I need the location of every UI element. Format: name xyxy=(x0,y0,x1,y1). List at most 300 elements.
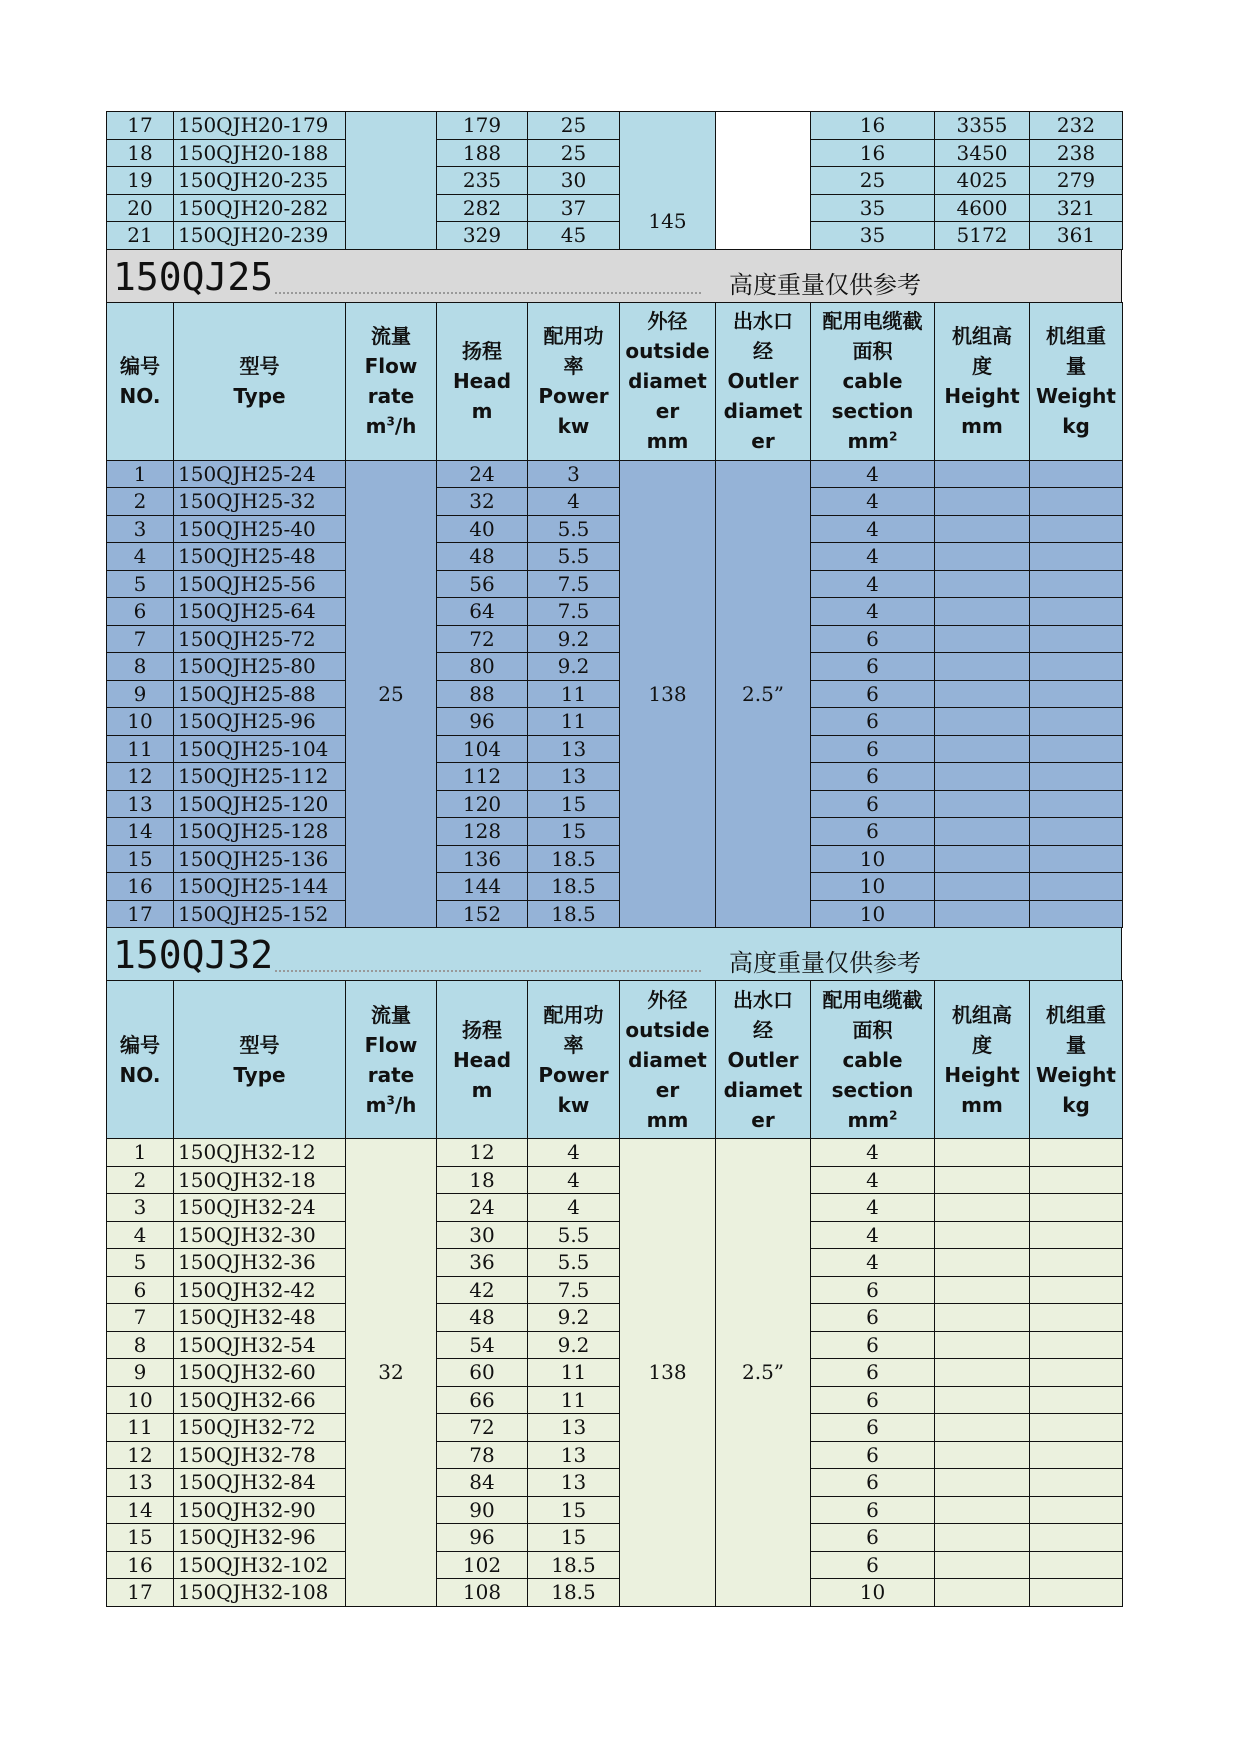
cell-weight xyxy=(1030,570,1123,598)
cell-weight xyxy=(1030,625,1123,653)
header-line: 面积 xyxy=(852,1017,893,1042)
cell-height xyxy=(935,1469,1030,1497)
header-power xyxy=(528,981,620,1139)
table-row xyxy=(107,1414,1123,1442)
cell-cable: 4 xyxy=(811,1194,935,1222)
header-line: Weight xyxy=(1036,1062,1116,1087)
header-outlet-diameter xyxy=(716,302,811,460)
header-outside-diameter xyxy=(620,981,716,1139)
header-line: kw xyxy=(557,1092,590,1117)
header-line: diamet xyxy=(628,1047,707,1072)
header-line: 出水口 xyxy=(733,987,793,1012)
cell-height xyxy=(935,488,1030,516)
cell-weight xyxy=(1030,873,1123,901)
header-line: 型号 xyxy=(239,354,280,378)
cell-cable: 35 xyxy=(811,222,935,250)
cell-type: 150QJH25-88 xyxy=(174,680,346,708)
dotted-leader xyxy=(275,292,701,294)
cell-outlet-diameter: 2.5” xyxy=(716,460,811,928)
cell-height: 4025 xyxy=(935,167,1030,195)
unit-superscript: 3 xyxy=(386,1092,395,1107)
cell-power: 15 xyxy=(528,790,620,818)
cell-cable: 4 xyxy=(811,460,935,488)
cell-cable: 10 xyxy=(811,845,935,873)
cell-type: 150QJH32-36 xyxy=(174,1249,346,1277)
cell-weight xyxy=(1030,1386,1123,1414)
header-line: section xyxy=(831,399,914,423)
cell-no: 17 xyxy=(107,1579,174,1607)
cell-head: 329 xyxy=(437,222,528,250)
cell-no: 12 xyxy=(107,763,174,791)
cell-no: 18 xyxy=(107,139,174,167)
cell-height xyxy=(935,735,1030,763)
cell-height xyxy=(935,1524,1030,1552)
cell-cable: 6 xyxy=(811,1551,935,1579)
cell-head: 120 xyxy=(437,790,528,818)
cell-type: 150QJH20-188 xyxy=(174,139,346,167)
header-line: m xyxy=(471,1077,493,1102)
cell-cable: 6 xyxy=(811,1414,935,1442)
cell-cable: 6 xyxy=(811,1331,935,1359)
cell-weight xyxy=(1030,790,1123,818)
cell-no: 1 xyxy=(107,460,174,488)
table-row xyxy=(107,900,1123,928)
cell-head: 78 xyxy=(437,1441,528,1469)
cell-type: 150QJH25-40 xyxy=(174,515,346,543)
header-line: 度 xyxy=(972,354,992,378)
cell-height xyxy=(935,1386,1030,1414)
cell-no: 2 xyxy=(107,488,174,516)
table-150qj20-tail xyxy=(106,111,1123,250)
cell-no: 20 xyxy=(107,194,174,222)
table-row xyxy=(107,1221,1123,1249)
cell-cable: 4 xyxy=(811,1139,935,1167)
header-line: Head xyxy=(452,369,512,393)
cell-head: 104 xyxy=(437,735,528,763)
cell-type: 150QJH32-84 xyxy=(174,1469,346,1497)
cell-no: 12 xyxy=(107,1441,174,1469)
cell-power: 15 xyxy=(528,1496,620,1524)
header-line: 配用电缆截 xyxy=(822,309,923,333)
header-line: 面积 xyxy=(852,339,893,363)
header-line: 扬程 xyxy=(462,1017,502,1042)
header-line: Power xyxy=(538,384,609,408)
unit-superscript: 2 xyxy=(889,1107,898,1122)
cell-type: 150QJH25-48 xyxy=(174,543,346,571)
cell-power: 3 xyxy=(528,460,620,488)
cell-power: 5.5 xyxy=(528,1221,620,1249)
cell-head: 60 xyxy=(437,1359,528,1387)
cell-head: 48 xyxy=(437,1304,528,1332)
table-row xyxy=(107,1524,1123,1552)
cell-cable: 4 xyxy=(811,543,935,571)
cell-cable: 6 xyxy=(811,680,935,708)
header-height xyxy=(935,302,1030,460)
cell-power: 13 xyxy=(528,735,620,763)
cell-type: 150QJH25-152 xyxy=(174,900,346,928)
series-title-bar xyxy=(106,250,1122,302)
cell-weight xyxy=(1030,708,1123,736)
unit-text: m xyxy=(365,414,387,438)
header-line: 机组重 xyxy=(1046,324,1106,348)
cell-head: 24 xyxy=(437,1194,528,1222)
header-line: Flow xyxy=(364,1032,418,1057)
cell-weight xyxy=(1030,1304,1123,1332)
cell-head: 102 xyxy=(437,1551,528,1579)
cell-cable: 6 xyxy=(811,625,935,653)
cell-no: 16 xyxy=(107,1551,174,1579)
cell-power: 30 xyxy=(528,167,620,195)
header-line: 配用功 xyxy=(543,1002,604,1027)
header-no xyxy=(107,981,174,1139)
cell-no: 19 xyxy=(107,167,174,195)
header-line: 机组高 xyxy=(952,1002,1012,1027)
header-line: er xyxy=(751,429,775,453)
table-row xyxy=(107,735,1123,763)
cell-height xyxy=(935,763,1030,791)
cell-no: 8 xyxy=(107,653,174,681)
cell-power: 11 xyxy=(528,680,620,708)
header-line: 外径 xyxy=(647,987,688,1012)
cell-power: 18.5 xyxy=(528,845,620,873)
header-line: 率 xyxy=(563,354,584,378)
cell-flow xyxy=(346,112,437,250)
cell-weight xyxy=(1030,460,1123,488)
table-row xyxy=(107,1194,1123,1222)
cell-head: 188 xyxy=(437,139,528,167)
cell-power: 9.2 xyxy=(528,1331,620,1359)
table-row xyxy=(107,1386,1123,1414)
header-line: Type xyxy=(233,384,286,408)
cell-type: 150QJH25-96 xyxy=(174,708,346,736)
cell-height xyxy=(935,1331,1030,1359)
cell-power: 37 xyxy=(528,194,620,222)
cell-type: 150QJH32-24 xyxy=(174,1194,346,1222)
cell-no: 7 xyxy=(107,625,174,653)
cell-no: 6 xyxy=(107,598,174,626)
cell-cable: 4 xyxy=(811,1249,935,1277)
cell-type: 150QJH20-179 xyxy=(174,112,346,140)
cell-power: 7.5 xyxy=(528,570,620,598)
cell-weight xyxy=(1030,1524,1123,1552)
header-line: m xyxy=(471,399,493,423)
header-line: 流量 xyxy=(371,324,411,348)
cell-no: 16 xyxy=(107,873,174,901)
table-row xyxy=(107,1551,1123,1579)
header-line: Type xyxy=(233,1062,286,1087)
unit-superscript: 2 xyxy=(889,429,898,444)
header-line: er xyxy=(655,399,680,423)
header-line: 机组重 xyxy=(1046,1002,1106,1027)
table-header xyxy=(107,981,1123,1139)
header-cable-section xyxy=(811,981,935,1139)
cell-cable: 4 xyxy=(811,515,935,543)
cell-cable: 6 xyxy=(811,1304,935,1332)
cell-no: 1 xyxy=(107,1139,174,1167)
cell-head: 18 xyxy=(437,1166,528,1194)
cell-height: 4600 xyxy=(935,194,1030,222)
header-height xyxy=(935,981,1030,1139)
cell-height xyxy=(935,1249,1030,1277)
cell-weight: 279 xyxy=(1030,167,1123,195)
header-line: Flow xyxy=(364,354,418,378)
table-row xyxy=(107,763,1123,791)
cell-height xyxy=(935,653,1030,681)
header-line: cable xyxy=(842,1047,903,1072)
header-line: 流量 xyxy=(371,1002,411,1027)
cell-power: 25 xyxy=(528,139,620,167)
header-line xyxy=(346,411,436,441)
series-title-bar xyxy=(106,928,1122,980)
cell-power: 4 xyxy=(528,1166,620,1194)
cell-cable: 6 xyxy=(811,1386,935,1414)
table-row xyxy=(107,1469,1123,1497)
cell-head: 96 xyxy=(437,1524,528,1552)
cell-power: 18.5 xyxy=(528,900,620,928)
cell-head: 128 xyxy=(437,818,528,846)
cell-height xyxy=(935,845,1030,873)
cell-head: 88 xyxy=(437,680,528,708)
header-power xyxy=(528,302,620,460)
cell-height xyxy=(935,570,1030,598)
cell-weight xyxy=(1030,515,1123,543)
cell-type: 150QJH32-102 xyxy=(174,1551,346,1579)
header-head xyxy=(437,302,528,460)
cell-height xyxy=(935,625,1030,653)
cell-type: 150QJH25-120 xyxy=(174,790,346,818)
cell-height: 3355 xyxy=(935,112,1030,140)
table-row xyxy=(107,139,1123,167)
cell-type: 150QJH32-78 xyxy=(174,1441,346,1469)
cell-weight xyxy=(1030,845,1123,873)
cell-weight xyxy=(1030,1414,1123,1442)
header-line: mm xyxy=(961,414,1003,438)
cell-flow: 32 xyxy=(346,1139,437,1607)
table-row xyxy=(107,488,1123,516)
cell-weight: 321 xyxy=(1030,194,1123,222)
cell-height xyxy=(935,708,1030,736)
cell-no: 14 xyxy=(107,1496,174,1524)
table-row xyxy=(107,1166,1123,1194)
header-line: mm xyxy=(646,1107,689,1132)
cell-cable: 6 xyxy=(811,735,935,763)
cell-head: 235 xyxy=(437,167,528,195)
header-line: kg xyxy=(1062,414,1090,438)
header-line: NO. xyxy=(119,384,161,408)
cell-weight xyxy=(1030,1276,1123,1304)
header-line: 经 xyxy=(753,339,773,363)
cell-height xyxy=(935,873,1030,901)
cell-no: 21 xyxy=(107,222,174,250)
header-no xyxy=(107,302,174,460)
cell-type: 150QJH25-80 xyxy=(174,653,346,681)
dotted-leader xyxy=(275,970,701,972)
cell-weight xyxy=(1030,543,1123,571)
header-line: er xyxy=(655,1077,680,1102)
header-line xyxy=(811,1105,934,1135)
cell-head: 30 xyxy=(437,1221,528,1249)
cell-weight xyxy=(1030,1496,1123,1524)
cell-cable: 6 xyxy=(811,818,935,846)
header-line: section xyxy=(831,1077,914,1102)
header-line: Weight xyxy=(1036,384,1116,408)
cell-height xyxy=(935,1414,1030,1442)
header-outlet-diameter xyxy=(716,981,811,1139)
header-line: diamet xyxy=(723,1077,803,1102)
cell-type: 150QJH20-239 xyxy=(174,222,346,250)
header-line: kg xyxy=(1062,1092,1090,1117)
cell-height xyxy=(935,1194,1030,1222)
table-row xyxy=(107,167,1123,195)
cell-type: 150QJH25-128 xyxy=(174,818,346,846)
cell-no: 4 xyxy=(107,1221,174,1249)
header-line: Height xyxy=(944,1062,1020,1087)
header-line: outside xyxy=(625,1017,710,1042)
cell-weight xyxy=(1030,1194,1123,1222)
cell-power: 4 xyxy=(528,1194,620,1222)
cell-head: 112 xyxy=(437,763,528,791)
header-line: mm xyxy=(961,1092,1003,1117)
header-weight xyxy=(1030,302,1123,460)
cell-power: 4 xyxy=(528,488,620,516)
header-line: cable xyxy=(842,369,903,393)
cell-head: 96 xyxy=(437,708,528,736)
cell-head: 40 xyxy=(437,515,528,543)
cell-flow: 25 xyxy=(346,460,437,928)
cell-head: 72 xyxy=(437,625,528,653)
spec-sheet xyxy=(106,111,1122,1607)
cell-cable: 16 xyxy=(811,139,935,167)
cell-cable: 4 xyxy=(811,1221,935,1249)
cell-cable: 4 xyxy=(811,570,935,598)
cell-outside-diameter xyxy=(620,112,716,195)
cell-type: 150QJH25-56 xyxy=(174,570,346,598)
table-row xyxy=(107,543,1123,571)
header-weight xyxy=(1030,981,1123,1139)
table-row xyxy=(107,625,1123,653)
cell-no: 11 xyxy=(107,735,174,763)
cell-head: 90 xyxy=(437,1496,528,1524)
cell-power: 11 xyxy=(528,1359,620,1387)
cell-power: 13 xyxy=(528,1414,620,1442)
cell-power: 13 xyxy=(528,1469,620,1497)
cell-power: 25 xyxy=(528,112,620,140)
header-line: 量 xyxy=(1066,1032,1086,1057)
series-title: 150QJ25 xyxy=(113,254,274,299)
cell-head: 66 xyxy=(437,1386,528,1414)
cell-cable: 6 xyxy=(811,653,935,681)
table-row xyxy=(107,1331,1123,1359)
table-row xyxy=(107,845,1123,873)
header-line: 扬程 xyxy=(462,339,502,363)
cell-type: 150QJH32-108 xyxy=(174,1579,346,1607)
cell-type: 150QJH32-42 xyxy=(174,1276,346,1304)
header-flow xyxy=(346,981,437,1139)
table-row xyxy=(107,708,1123,736)
cell-power: 11 xyxy=(528,1386,620,1414)
cell-weight xyxy=(1030,1166,1123,1194)
cell-power: 5.5 xyxy=(528,1249,620,1277)
unit-superscript: 3 xyxy=(386,414,395,429)
header-head xyxy=(437,981,528,1139)
cell-weight xyxy=(1030,1249,1123,1277)
cell-no: 14 xyxy=(107,818,174,846)
cell-cable: 6 xyxy=(811,1359,935,1387)
cell-type: 150QJH32-30 xyxy=(174,1221,346,1249)
cell-head: 24 xyxy=(437,460,528,488)
header-line: Head xyxy=(452,1047,512,1072)
cell-height xyxy=(935,1221,1030,1249)
cell-power: 9.2 xyxy=(528,625,620,653)
cell-height: 5172 xyxy=(935,222,1030,250)
cell-no: 17 xyxy=(107,900,174,928)
cell-height xyxy=(935,598,1030,626)
cell-cable: 4 xyxy=(811,488,935,516)
cell-head: 108 xyxy=(437,1579,528,1607)
table-row xyxy=(107,515,1123,543)
header-line: 量 xyxy=(1066,354,1086,378)
cell-weight xyxy=(1030,900,1123,928)
header-line xyxy=(811,426,934,456)
cell-weight xyxy=(1030,680,1123,708)
cell-head: 48 xyxy=(437,543,528,571)
cell-height xyxy=(935,1441,1030,1469)
cell-power: 9.2 xyxy=(528,653,620,681)
cell-cable: 6 xyxy=(811,1496,935,1524)
cell-cable: 4 xyxy=(811,1166,935,1194)
cell-no: 9 xyxy=(107,1359,174,1387)
header-type xyxy=(174,981,346,1139)
cell-type: 150QJH25-144 xyxy=(174,873,346,901)
cell-cable: 6 xyxy=(811,1276,935,1304)
cell-power: 11 xyxy=(528,708,620,736)
cell-outside-diameter: 145 xyxy=(620,194,716,249)
cell-outside-diameter: 138 xyxy=(620,460,716,928)
cell-type: 150QJH25-104 xyxy=(174,735,346,763)
header-line: 外径 xyxy=(647,309,688,333)
header-line: 型号 xyxy=(239,1032,280,1057)
cell-power: 13 xyxy=(528,1441,620,1469)
header-line: 度 xyxy=(972,1032,992,1057)
cell-cable: 4 xyxy=(811,598,935,626)
table-row xyxy=(107,1276,1123,1304)
cell-no: 11 xyxy=(107,1414,174,1442)
cell-type: 150QJH25-136 xyxy=(174,845,346,873)
cell-height xyxy=(935,818,1030,846)
table-row xyxy=(107,1579,1123,1607)
cell-power: 45 xyxy=(528,222,620,250)
series-title: 150QJ32 xyxy=(113,933,274,977)
table-row xyxy=(107,598,1123,626)
cell-head: 56 xyxy=(437,570,528,598)
cell-no: 13 xyxy=(107,790,174,818)
header-line: 编号 xyxy=(120,354,160,378)
cell-type: 150QJH20-282 xyxy=(174,194,346,222)
cell-head: 136 xyxy=(437,845,528,873)
table-row xyxy=(107,1139,1123,1167)
cell-weight xyxy=(1030,763,1123,791)
cell-outlet-diameter xyxy=(716,112,811,250)
cell-no: 3 xyxy=(107,515,174,543)
header-line: kw xyxy=(557,414,590,438)
table-row xyxy=(107,1496,1123,1524)
header-outside-diameter xyxy=(620,302,716,460)
reference-note: 高度重量仅供参考 xyxy=(729,949,921,977)
header-line: 机组高 xyxy=(952,324,1012,348)
cell-type: 150QJH25-64 xyxy=(174,598,346,626)
cell-weight xyxy=(1030,598,1123,626)
cell-weight: 232 xyxy=(1030,112,1123,140)
